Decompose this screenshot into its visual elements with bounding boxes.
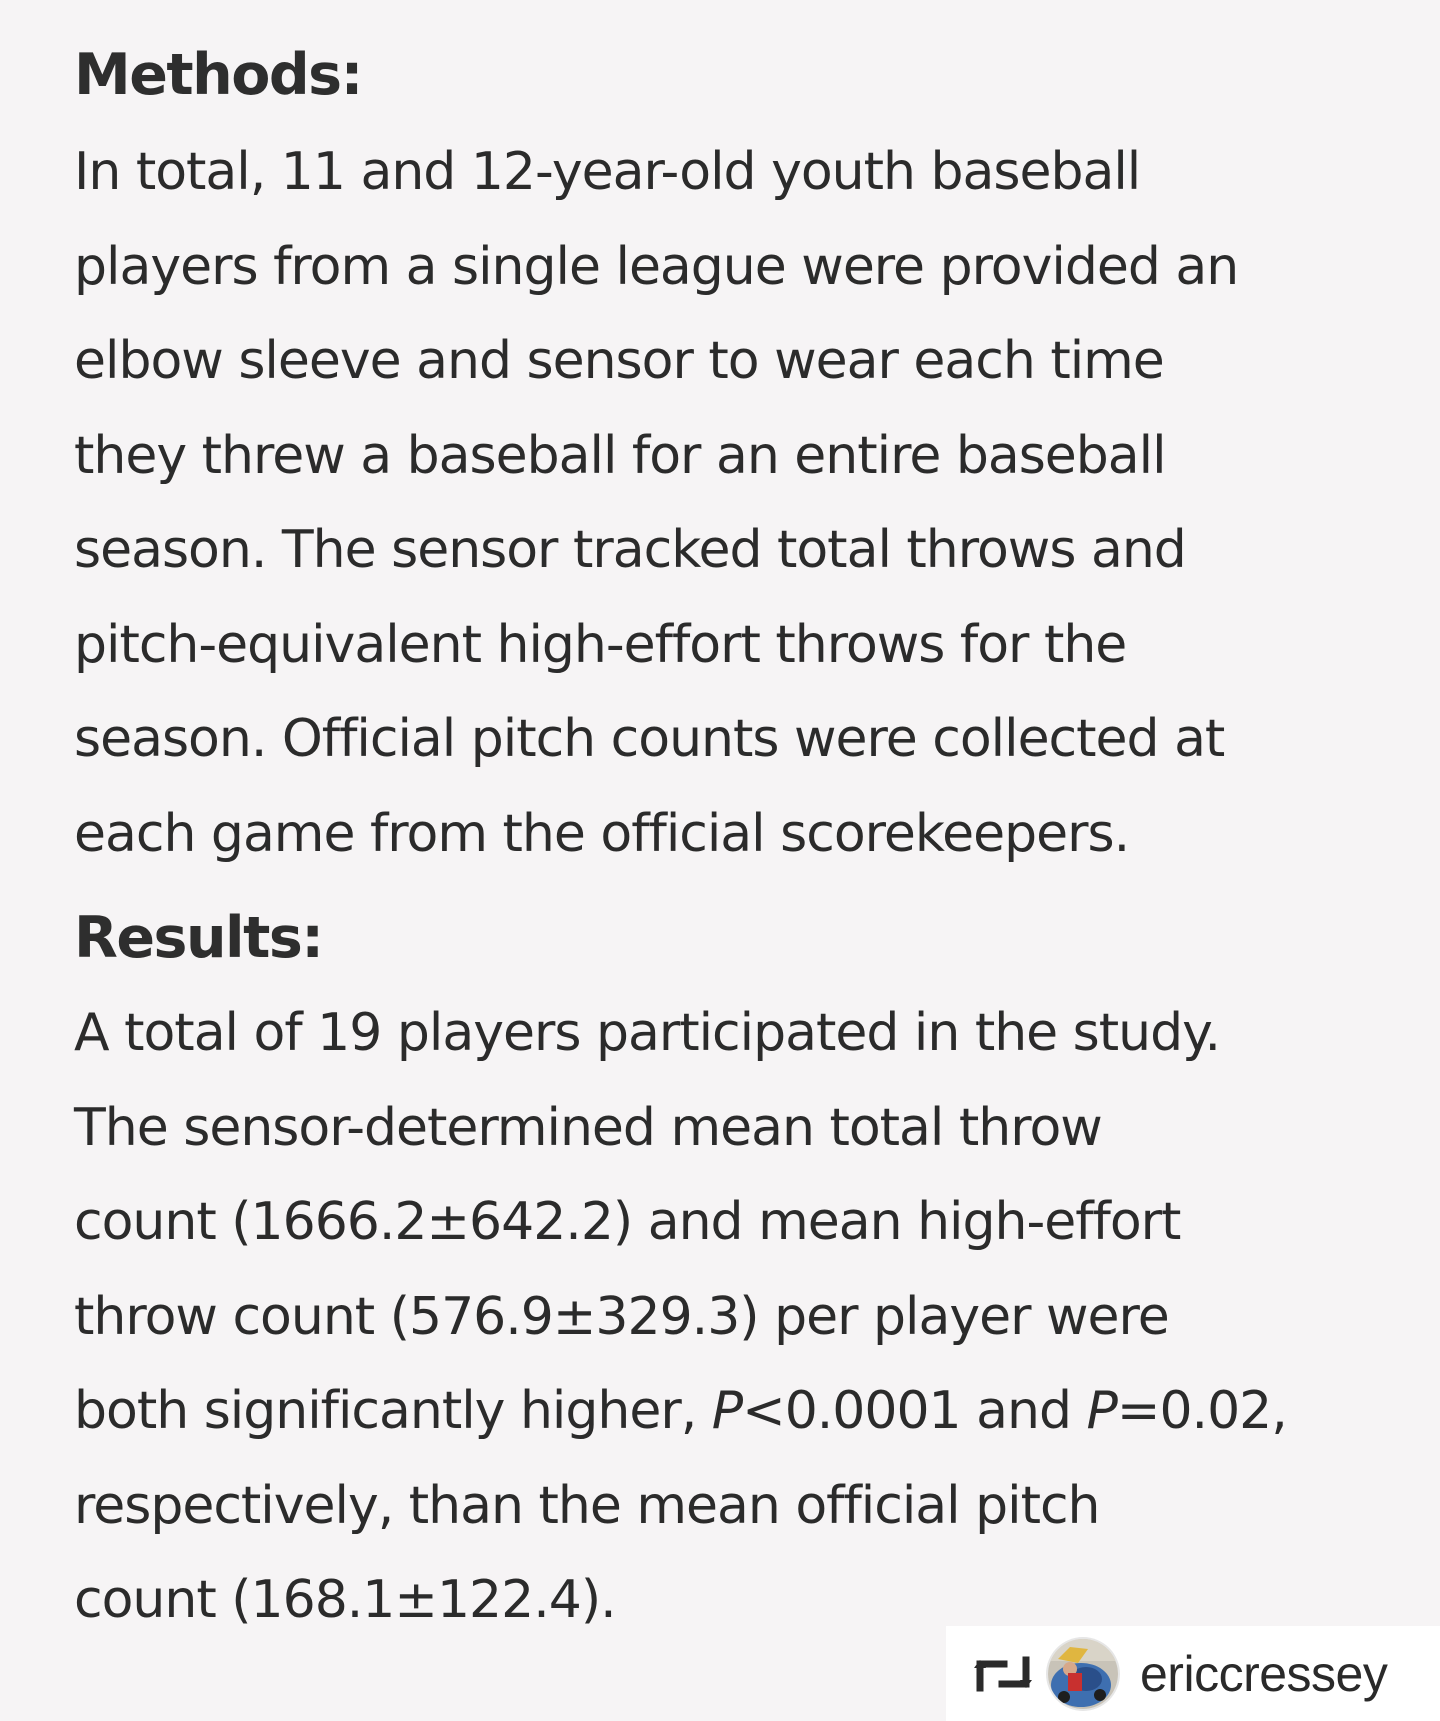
text-line: A total of 19 players participated in the study. (74, 1003, 1221, 1063)
article-content (74, 28, 1394, 1648)
repost-badge[interactable] (946, 1626, 1440, 1721)
text-line (74, 1364, 1394, 1459)
results-heading: Results: (74, 905, 323, 971)
text-line: elbow sleeve and sensor to wear each time (74, 331, 1164, 391)
text-line: In total, 11 and 12-year-old youth baseball (74, 142, 1141, 202)
text-line: players from a single league were provided an (74, 236, 1239, 297)
p-value-symbol: P (1086, 1381, 1117, 1441)
text-line: respectively, than the mean official pitch (74, 1475, 1100, 1536)
text-line: throw count (576.9±329.3) per player were (74, 1286, 1169, 1347)
methods-paragraph (74, 125, 1394, 881)
text-span: =0.02, (1116, 1381, 1287, 1441)
text-line: season. Official pitch counts were collected at (74, 709, 1225, 769)
repost-username[interactable]: ericcressey (1140, 1645, 1388, 1702)
p-value-symbol: P (711, 1381, 743, 1441)
text-line: pitch-equivalent high-effort throws for the (74, 614, 1127, 675)
text-line: season. The sensor tracked total throws and (74, 520, 1186, 580)
text-line: each game from the official scorekeepers. (74, 803, 1130, 864)
text-line: count (168.1±122.4). (74, 1570, 616, 1630)
repost-icon (974, 1650, 1032, 1698)
avatar-icon[interactable] (1048, 1639, 1118, 1709)
text-span: both significantly higher, (74, 1381, 712, 1441)
text-line: count (1666.2±642.2) and mean high-effort (74, 1192, 1181, 1252)
text-span: <0.0001 and (742, 1381, 1087, 1441)
methods-heading: Methods: (74, 42, 362, 108)
results-paragraph (74, 986, 1394, 1648)
text-line: The sensor-determined mean total throw (74, 1097, 1102, 1158)
text-line: they threw a baseball for an entire baseball (74, 425, 1166, 486)
